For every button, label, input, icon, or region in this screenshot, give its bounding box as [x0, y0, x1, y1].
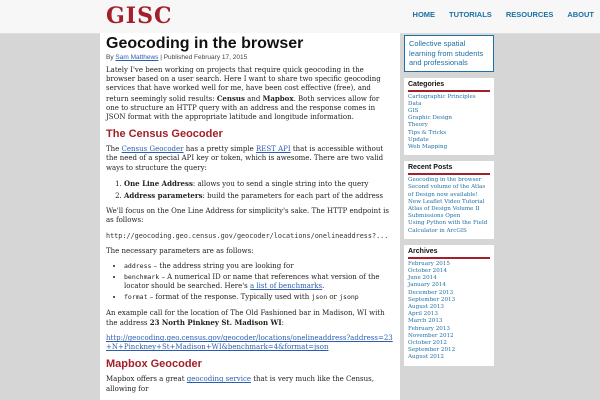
- param-code: jsonp: [339, 293, 359, 302]
- intro-text: Lately I've been working on projects that require quick geocoding in the browser based on a user search. Here I want to share two specific geocoding services that have worked well for me, have been cost effective (free), and return seemingly solid results:: [106, 66, 381, 103]
- mapbox-text: that is very much like the Census, allowing for: [106, 375, 374, 393]
- rest-api-link[interactable]: REST API: [256, 145, 291, 154]
- recent-post-link[interactable]: Using Python with the Field Calculator in ArcGIS: [408, 220, 488, 234]
- census-text: has a pretty simple: [183, 145, 256, 154]
- list-item: [124, 191, 394, 201]
- post-byline: [106, 54, 394, 61]
- categories-title: Categories: [408, 81, 490, 92]
- recent-post-link[interactable]: Atlas of Design Volume II Submissions Open: [408, 205, 480, 220]
- param-code: format: [124, 293, 148, 302]
- nav-about[interactable]: ABOUT: [567, 10, 594, 19]
- param-desc: or: [327, 293, 340, 302]
- main-nav: [413, 10, 594, 19]
- recent-post-link[interactable]: Geocoding in the browser: [408, 177, 482, 184]
- example-url-paragraph: [106, 334, 394, 352]
- archives-title: Archives: [408, 248, 490, 259]
- census-paragraph-1: [106, 145, 394, 173]
- archive-link[interactable]: October 2014: [408, 267, 447, 274]
- benchmarks-link[interactable]: a list of benchmarks: [250, 282, 323, 291]
- census-paragraph-3: The necessary parameters are as follows:: [106, 246, 254, 255]
- param-code: json: [311, 293, 328, 302]
- category-link[interactable]: GIS: [408, 107, 419, 114]
- archives-list: [408, 261, 490, 362]
- byline-prefix: By: [106, 54, 116, 61]
- geocoding-service-link[interactable]: geocoding service: [186, 375, 252, 384]
- intro-paragraph: [106, 66, 394, 122]
- example-url-link[interactable]: http://geocoding.geo.census.gov/geocoder/locations/onelineaddress?address=23+N+Pinckney+St+Madison+WI&benchmark=4&format=json: [106, 334, 393, 352]
- category-link[interactable]: Update: [408, 136, 429, 143]
- list-item: [124, 293, 394, 302]
- recent-post-link[interactable]: New Leaflet Video Tutorial: [408, 198, 485, 205]
- intro-mapbox: Mapbox: [262, 93, 294, 103]
- mapbox-heading: Mapbox Geocoder: [106, 358, 202, 371]
- sidebar: [404, 33, 494, 366]
- archive-link[interactable]: January 2014: [408, 282, 446, 289]
- site-tagline: Collective spatial learning from students and professionals: [404, 35, 494, 72]
- census-paragraph-4: [106, 309, 394, 328]
- mapbox-paragraph-1: [106, 375, 394, 393]
- archive-link[interactable]: August 2012: [408, 354, 444, 361]
- census-text: The: [106, 145, 122, 154]
- archive-link[interactable]: October 2012: [408, 339, 447, 346]
- category-link[interactable]: Data: [408, 100, 422, 107]
- archives-widget: [404, 245, 494, 366]
- example-address: 23 North Pinkney St. Madison WI: [149, 317, 282, 327]
- nav-resources[interactable]: RESOURCES: [505, 10, 554, 19]
- archive-link[interactable]: June 2014: [408, 275, 437, 282]
- nav-home[interactable]: HOME: [412, 10, 436, 19]
- census-text: :: [281, 318, 284, 327]
- category-link[interactable]: Theory: [408, 122, 428, 129]
- nav-tutorials[interactable]: TUTORIALS: [449, 10, 492, 19]
- recent-posts-widget: [404, 161, 494, 239]
- param-desc: .: [322, 282, 325, 291]
- census-paragraph-2: We'll focus on the One Line Address for simplicity's sake. The HTTP endpoint is as follows:: [106, 207, 389, 225]
- site-header: [0, 0, 600, 34]
- param-code: benchmark: [124, 273, 160, 282]
- param-code: address: [124, 261, 152, 270]
- archive-link[interactable]: November 2012: [408, 332, 454, 339]
- archive-link[interactable]: September 2012: [408, 347, 456, 354]
- archive-link[interactable]: March 2013: [408, 318, 443, 325]
- intro-text: and: [244, 94, 263, 103]
- category-link[interactable]: Graphic Design: [408, 115, 452, 122]
- archive-link[interactable]: February 2013: [408, 325, 450, 332]
- categories-widget: [404, 78, 494, 156]
- archive-link[interactable]: September 2013: [408, 296, 456, 303]
- endpoint-code: http://geocoding.geo.census.gov/geocoder/locations/onelineaddress?...: [106, 231, 389, 240]
- census-text: An example call for the location of The Old Fashioned bar in Madison, WI with the address: [106, 308, 385, 327]
- option-desc: : allows you to send a single string into the query: [192, 179, 369, 188]
- recent-post-link[interactable]: Second volume of the Atlas of Design now available!: [408, 184, 486, 198]
- byline-date: | Published February 17, 2015: [158, 54, 248, 61]
- intro-text: . Both services allow for one to structure an HTTP query with an address and the response comes in JSON format with the appropriate latitude and longitude information.: [106, 94, 380, 122]
- option-desc: : build the parameters for each part of the address: [202, 192, 383, 201]
- archive-link[interactable]: December 2013: [408, 289, 454, 296]
- option-name: Address parameters: [124, 191, 203, 201]
- categories-list: [408, 94, 490, 152]
- list-item: [124, 179, 394, 189]
- list-item: [124, 273, 394, 291]
- category-link[interactable]: Cartographic Principles: [408, 93, 476, 100]
- query-options-list: [106, 179, 394, 201]
- list-item: [124, 262, 394, 271]
- category-link[interactable]: Web Mapping: [408, 143, 448, 150]
- census-geocoder-link[interactable]: Census Geocoder: [121, 145, 184, 154]
- intro-census: Census: [216, 93, 245, 103]
- option-name: One Line Address: [124, 178, 193, 188]
- param-desc: – format of the response. Typically used with: [147, 293, 312, 302]
- recent-posts-title: Recent Posts: [408, 164, 490, 175]
- category-link[interactable]: Tips & Tricks: [408, 129, 447, 136]
- param-desc: – the address string you are looking for: [151, 261, 294, 270]
- post-title: Geocoding in the browser: [106, 35, 304, 52]
- site-logo[interactable]: GISC: [106, 3, 173, 29]
- mapbox-text: Mapbox offers a great: [106, 375, 187, 384]
- param-desc: – A numerical ID or name that references what version of the locator should be searched. Here's: [124, 273, 380, 291]
- archive-link[interactable]: August 2013: [408, 303, 444, 310]
- post-content: [100, 33, 400, 400]
- census-text: that is accessible without the need of a special API key or token, which is awesome. There are two valid ways to structure the query:: [106, 145, 384, 172]
- archive-link[interactable]: February 2015: [408, 260, 450, 267]
- author-link[interactable]: Sam Matthews: [115, 54, 159, 61]
- recent-posts-list: [408, 177, 490, 235]
- archive-link[interactable]: April 2013: [408, 311, 438, 318]
- params-list: [106, 262, 394, 303]
- census-heading: The Census Geocoder: [106, 128, 223, 141]
